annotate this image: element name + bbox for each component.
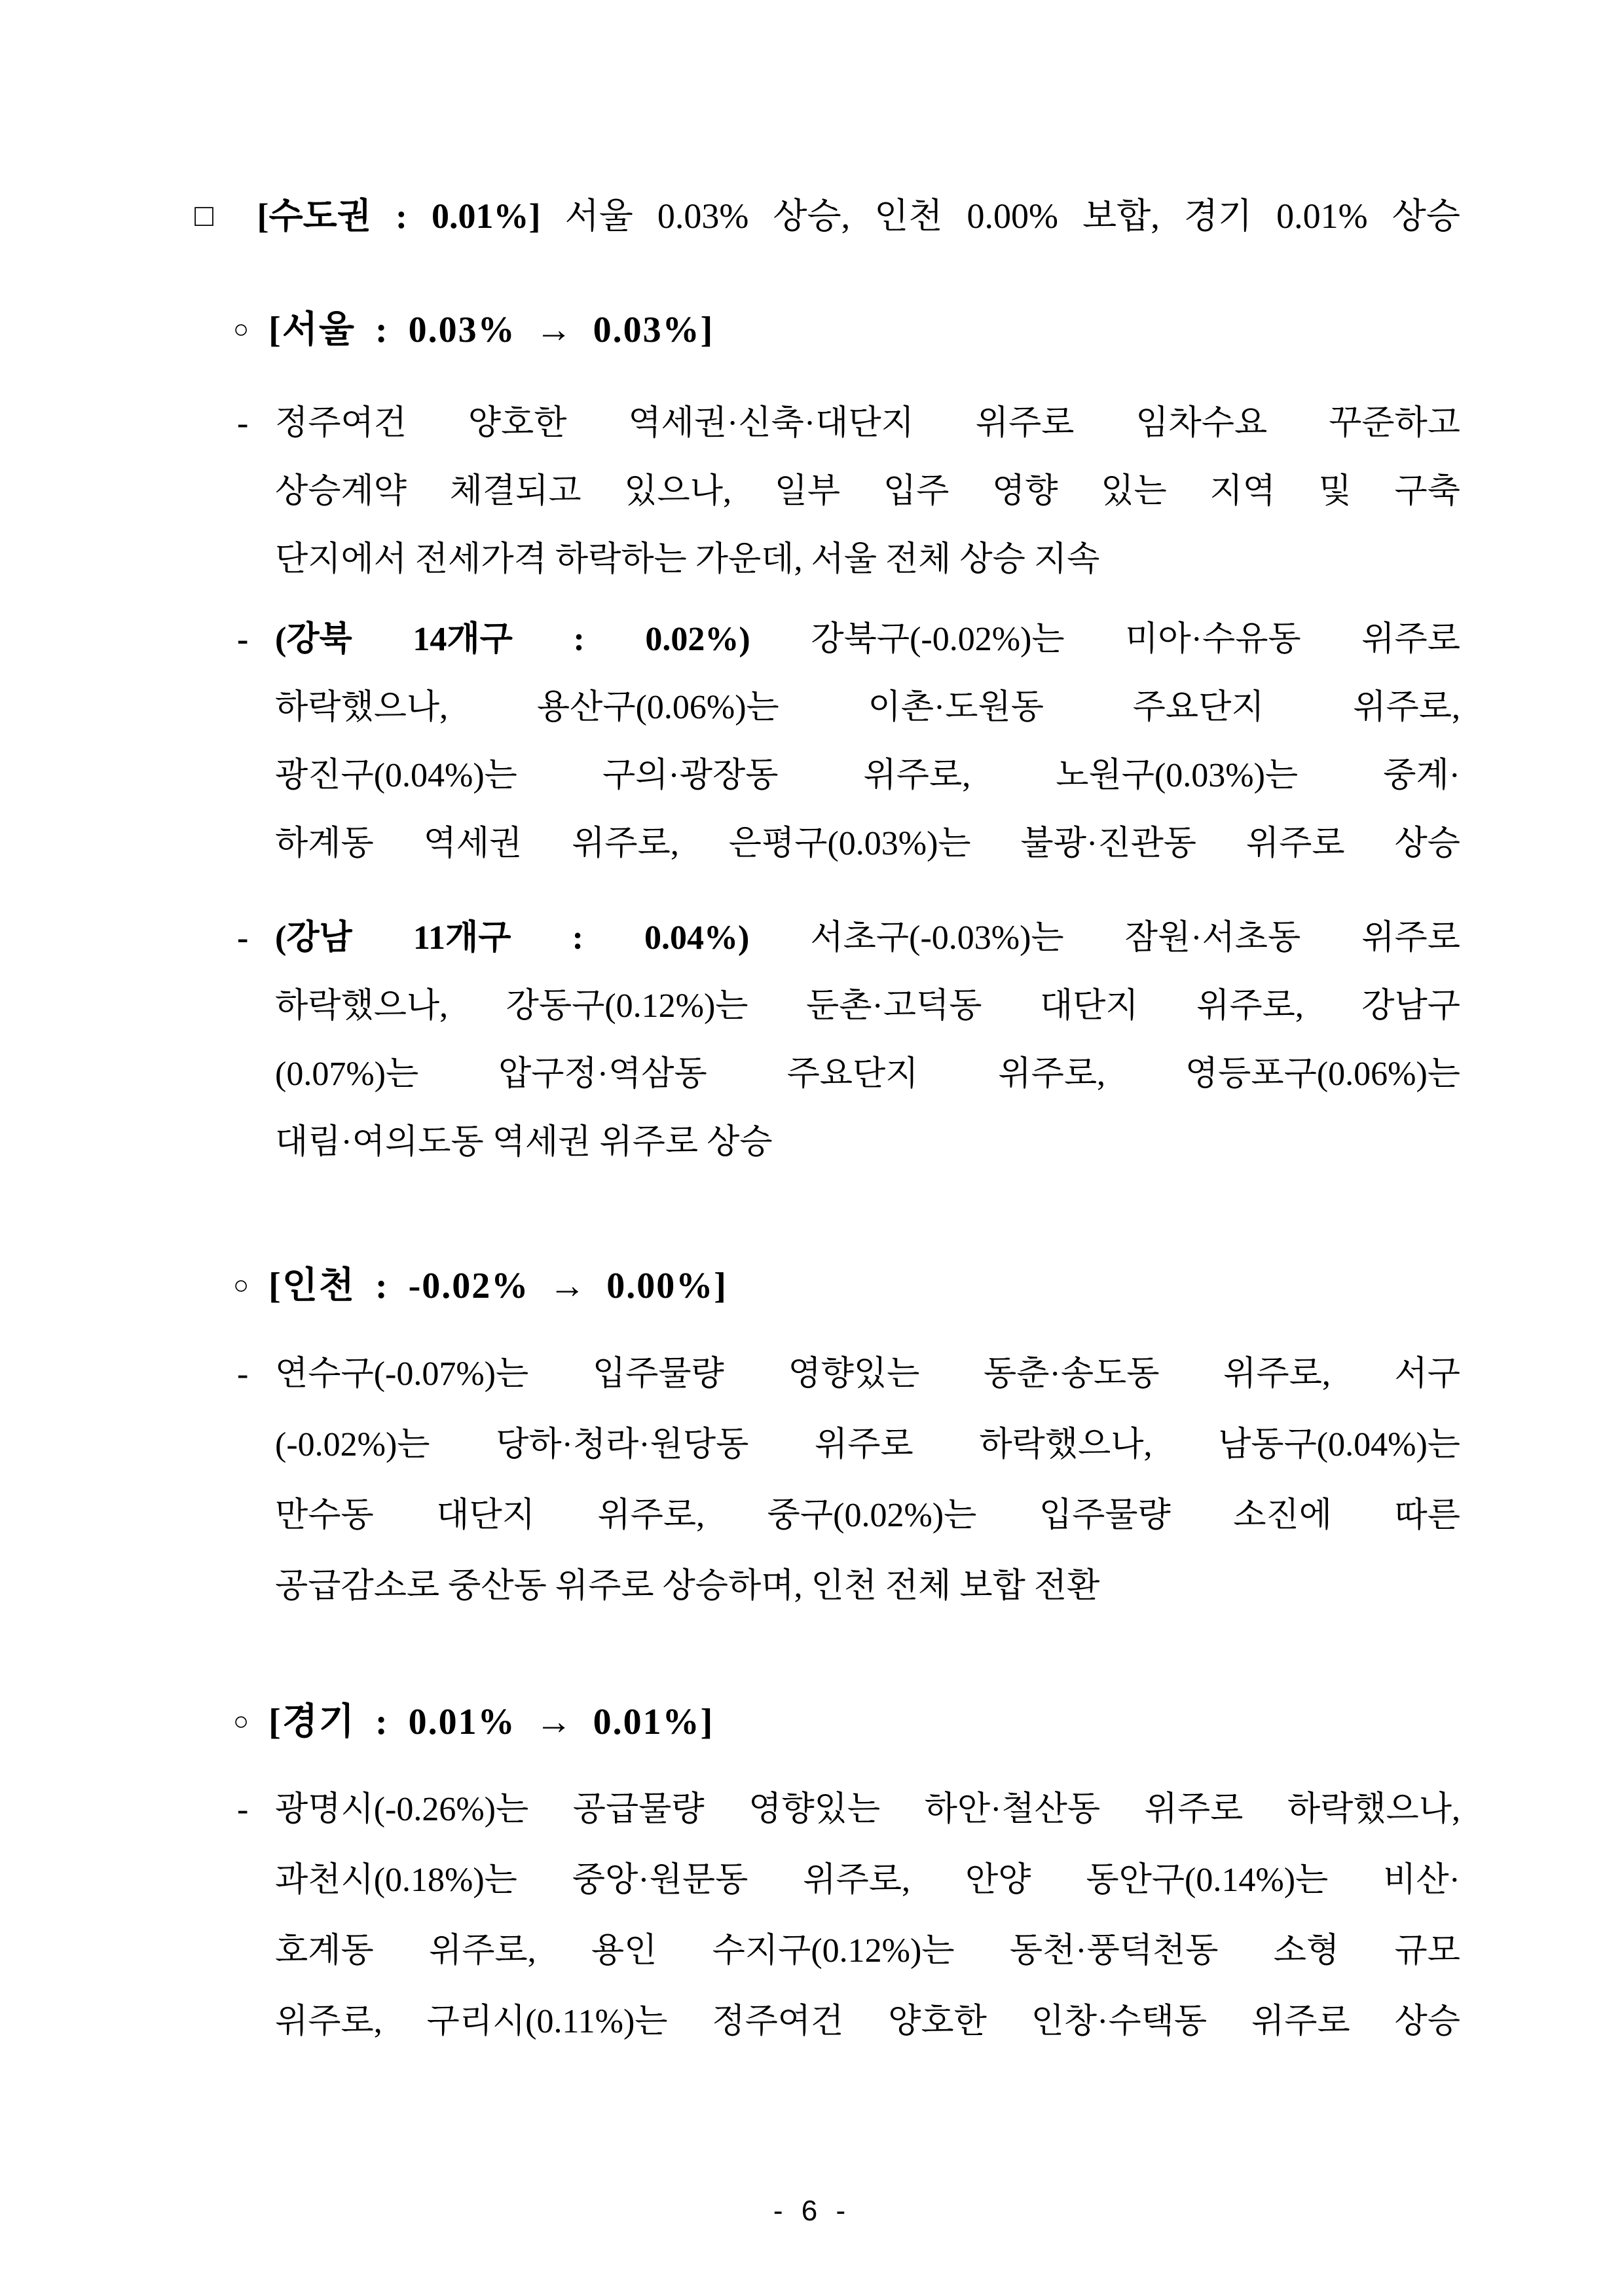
text-line: 위주로, 구리시(0.11%)는 정주여건 양호한 인창·수택동 위주로 상승 (275, 2003, 1460, 2040)
bold-label: (강북 14개구 : 0.02%) (275, 621, 750, 658)
bullet-paragraph (237, 904, 1461, 1177)
text-line: 만수동 대단지 위주로, 중구(0.02%)는 입주물량 소진에 따른 (275, 1497, 1460, 1534)
section-header-gyeonggi (233, 1695, 714, 1753)
text-segment: 강북구(-0.02%)는 미아·수유동 위주로 (811, 621, 1460, 658)
text-line: 상승계약 체결되고 있으나, 일부 입주 영향 있는 지역 및 구축 (275, 473, 1460, 510)
text-line: 공급감소로 중산동 위주로 상승하며, 인천 전체 보합 전환 (275, 1568, 1100, 1605)
circle-bullet-icon: ○ (233, 314, 249, 344)
dash-bullet-icon: - (237, 1791, 249, 1828)
text-line: 하락했으나, 용산구(0.06%)는 이촌·도원동 주요단지 위주로, (275, 689, 1460, 726)
page-number: - 6 - (773, 2195, 851, 2227)
text-line: 호계동 위주로, 용인 수지구(0.12%)는 동천·풍덕천동 소형 규모 (275, 1932, 1460, 1970)
bullet-paragraph (237, 390, 1460, 594)
text-line: 단지에서 전세가격 하락하는 가운데, 서울 전체 상승 지속 (275, 541, 1100, 578)
dash-bullet-icon: - (237, 405, 249, 442)
bullet-paragraph (237, 1339, 1460, 1622)
text-line (275, 606, 1460, 674)
text-line: 광명시(-0.26%)는 공급물량 영향있는 하안·철산동 위주로 하락했으나, (275, 1791, 1460, 1828)
dash-bullet-icon: - (237, 919, 249, 957)
text-line: 하락했으나, 강동구(0.12%)는 둔촌·고덕동 대단지 위주로, 강남구 (275, 987, 1460, 1025)
bullet-paragraph (237, 606, 1460, 878)
square-bullet-icon: □ (194, 198, 229, 233)
text-line: 과천시(0.18%)는 중앙·원문동 위주로, 안양 동안구(0.14%)는 비산· (275, 1862, 1460, 1899)
dash-bullet-icon: - (237, 621, 249, 658)
bullet-paragraph (237, 1774, 1460, 2057)
text-line: 광진구(0.04%)는 구의·광장동 위주로, 노원구(0.03%)는 중계· (275, 757, 1460, 794)
text-line: (0.07%)는 압구정·역삼동 주요단지 위주로, 영등포구(0.06%)는 (275, 1056, 1460, 1093)
text-line: 하계동 역세권 위주로, 은평구(0.03%)는 불광·진관동 위주로 상승 (275, 825, 1460, 862)
bold-label: (강남 11개구 : 0.04%) (275, 919, 750, 957)
circle-bullet-icon: ○ (233, 1270, 249, 1300)
section-title: [경기 : 0.01% → 0.01%] (268, 1702, 714, 1742)
dash-bullet-icon: - (237, 1355, 249, 1393)
text-line: 연수구(-0.07%)는 입주물량 영향있는 동춘·송도동 위주로, 서구 (275, 1355, 1460, 1393)
section-header-incheon (233, 1258, 728, 1317)
section-header-seoul (233, 303, 714, 361)
text-segment: 서초구(-0.03%)는 잠원·서초동 위주로 (810, 919, 1461, 957)
circle-bullet-icon: ○ (233, 1706, 249, 1736)
text-line: (-0.02%)는 당하·청라·원당동 위주로 하락했으나, 남동구(0.04%)는 (275, 1426, 1460, 1463)
section-title: [서울 : 0.03% → 0.03%] (268, 310, 714, 350)
section-title: [인천 : -0.02% → 0.00%] (268, 1266, 728, 1306)
summary-title: [수도권 : 0.01%] (257, 196, 541, 236)
summary-line (194, 189, 1460, 246)
text-line: 대림·여의도동 역세권 위주로 상승 (275, 1124, 773, 1161)
text-line: 정주여건 양호한 역세권·신축·대단지 위주로 임차수요 꾸준하고 (275, 405, 1460, 442)
text-line (275, 904, 1460, 972)
summary-text: 서울 0.03% 상승, 인천 0.00% 보합, 경기 0.01% 상승 (564, 196, 1461, 236)
